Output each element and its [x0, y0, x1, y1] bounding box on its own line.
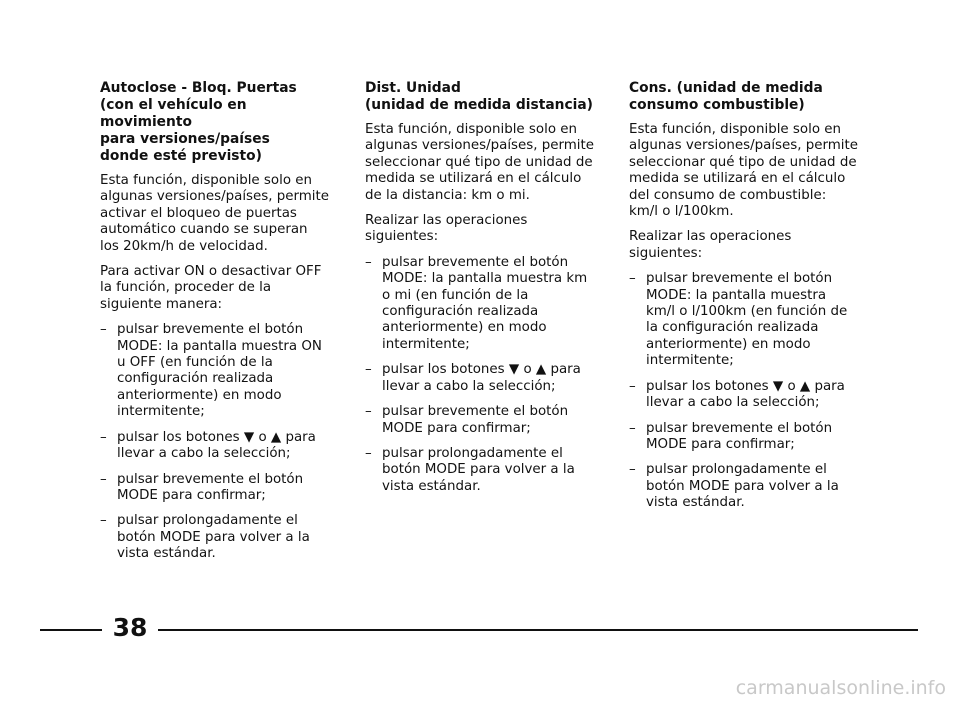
- list-item: [100, 472, 330, 505]
- list-item-text: pulsar los botones ▼ o ▲ para llevar a cabo la selección;: [117, 429, 316, 462]
- list-item: [365, 446, 595, 495]
- column-dist-unidad: [365, 80, 595, 504]
- list-item: [100, 513, 330, 562]
- section-heading: [100, 80, 330, 165]
- section-heading: [365, 80, 595, 114]
- footer-rule-right: [158, 629, 918, 631]
- list-item-text: pulsar brevemente el botón MODE: la pantalla muestra km/l o l/100km (en función de la configuración realizada anteriormente) en modo intermitente;: [646, 271, 848, 369]
- paragraph: Para activar ON o desactivar OFF la función, proceder de la siguiente manera:: [100, 264, 322, 312]
- list-item: [100, 430, 330, 463]
- list-item: [365, 255, 595, 353]
- list-item-text: pulsar brevemente el botón MODE: la pantalla muestra ON u OFF (en función de la configuración realizada anteriormente) en modo intermitente;: [117, 322, 322, 420]
- heading-line: para versiones/países: [100, 131, 270, 147]
- dash-bullet: –: [629, 271, 636, 287]
- list-item: [100, 322, 330, 420]
- paragraph: Esta función, disponible solo en algunas versiones/países, permite seleccionar qué tipo de unidad de medida se utilizará en el cálculo del consumo de combustible: km/l o l/100km.: [629, 122, 859, 220]
- list-item: [629, 271, 859, 369]
- dash-bullet: –: [365, 445, 372, 461]
- watermark: carmanualsonline.info: [735, 677, 946, 699]
- list-item-text: pulsar brevemente el botón MODE: la pantalla muestra km o mi (en función de la configuración realizada anteriormente) en modo intermitente;: [382, 254, 588, 352]
- list-item: [629, 379, 859, 412]
- dash-bullet: –: [100, 471, 107, 487]
- dash-bullet: –: [629, 462, 636, 478]
- paragraph: Esta función, disponible solo en algunas versiones/países, permite seleccionar qué tipo de unidad de medida se utilizará en el cálculo de la distancia: km o mi.: [365, 122, 595, 203]
- heading-line: Dist. Unidad: [365, 80, 461, 96]
- list-item-text: pulsar brevemente el botón MODE para confirmar;: [646, 420, 833, 452]
- list-item: [365, 404, 595, 437]
- dash-bullet: –: [365, 362, 372, 378]
- column-cons-unidad: [629, 80, 859, 521]
- dash-bullet: –: [629, 420, 636, 436]
- list-item-text: pulsar prolongadamente el botón MODE para volver a la vista estándar.: [117, 513, 310, 562]
- list-item-text: pulsar brevemente el botón MODE para confirmar;: [382, 404, 569, 436]
- list-item-text: pulsar los botones ▼ o ▲ para llevar a cabo la selección;: [382, 362, 581, 394]
- dash-bullet: –: [100, 513, 107, 529]
- paragraph: Realizar las operaciones siguientes:: [365, 213, 528, 245]
- column-autoclose: [100, 80, 330, 572]
- heading-line: Autoclose - Bloq. Puertas: [100, 80, 297, 96]
- list-item-text: pulsar prolongadamente el botón MODE para volver a la vista estándar.: [646, 462, 839, 511]
- list-item: [629, 462, 859, 511]
- footer-rule-left: [40, 629, 102, 631]
- heading-line: (con el vehículo en movimiento: [100, 97, 247, 130]
- dash-bullet: –: [365, 254, 372, 270]
- paragraph: Esta función, disponible solo en algunas versiones/países, permite activar el bloqueo de puertas automático cuando se superan los 20km/h de velocidad.: [100, 173, 330, 254]
- page-number: 38: [112, 613, 148, 642]
- section-heading: [629, 80, 859, 114]
- list-item: [629, 421, 859, 454]
- list-item-text: pulsar los botones ▼ o ▲ para llevar a cabo la selección;: [646, 378, 845, 411]
- dash-bullet: –: [100, 322, 107, 338]
- dash-bullet: –: [365, 404, 372, 420]
- paragraph: Realizar las operaciones siguientes:: [629, 229, 792, 261]
- heading-line: consumo combustible): [629, 97, 805, 113]
- heading-line: donde esté previsto): [100, 148, 262, 164]
- list-item-text: pulsar prolongadamente el botón MODE para volver a la vista estándar.: [382, 445, 575, 494]
- heading-line: Cons. (unidad de medida: [629, 80, 823, 96]
- list-item: [365, 362, 595, 395]
- list-item-text: pulsar brevemente el botón MODE para confirmar;: [117, 471, 304, 503]
- dash-bullet: –: [629, 378, 636, 394]
- dash-bullet: –: [100, 429, 107, 445]
- heading-line: (unidad de medida distancia): [365, 97, 593, 113]
